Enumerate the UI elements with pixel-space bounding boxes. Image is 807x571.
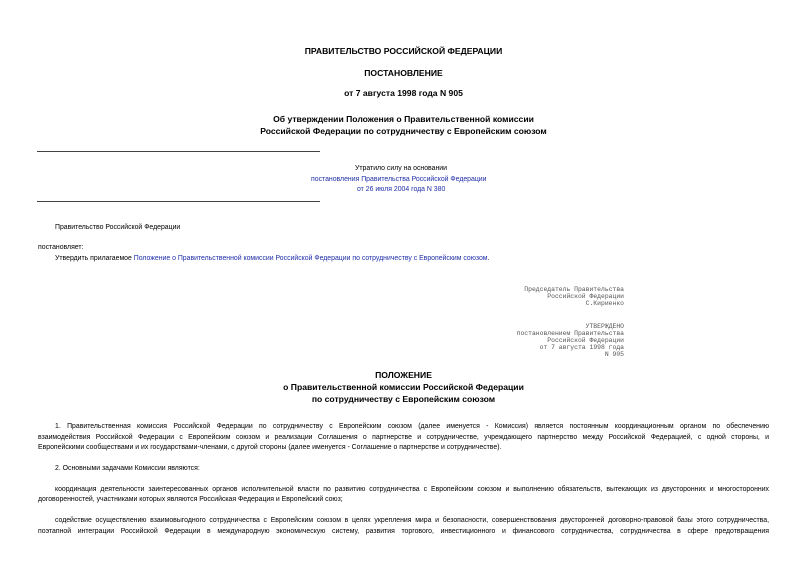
regulation-subtitle1: о Правительственной комиссии Российской Федерации	[283, 382, 524, 392]
divider-bottom	[37, 201, 320, 202]
approved-number: N 905	[604, 351, 624, 358]
approved-by: постановлением Правительства	[516, 330, 624, 337]
approve-suffix: .	[487, 255, 490, 262]
paragraph-1-line2: взаимодействия Российской Федерации с Европейским союзом и реализации Соглашения о партнерстве и сотрудничестве, учреждающего партнерство между Российской Федерацией, с одной стороны, и	[38, 434, 769, 441]
signature-country: Российской Федерации	[547, 293, 624, 300]
document-org: ПРАВИТЕЛЬСТВО РОССИЙСКОЙ ФЕДЕРАЦИИ	[304, 46, 503, 56]
approved-country: Российской Федерации	[547, 337, 624, 344]
signature-block	[524, 286, 624, 307]
divider-top	[37, 151, 320, 152]
regulation-link[interactable]: Положение о Правительственной комиссии Российской Федерации по сотрудничеству с Европейским союзом	[133, 255, 488, 262]
document-title-line2: Российской Федерации по сотрудничеству с Европейским союзом	[260, 126, 547, 136]
approve-sentence	[55, 255, 489, 262]
signature-position: Председатель Правительства	[524, 286, 624, 293]
approved-title: УТВЕРЖДЕНО	[585, 323, 624, 330]
approve-prefix: Утвердить прилагаемое	[55, 255, 134, 262]
document-date-number: от 7 августа 1998 года N 905	[344, 88, 463, 98]
regulation-subtitle2: по сотрудничеству с Европейским союзом	[311, 394, 496, 404]
paragraph-3-line1: координация деятельности заинтересованных органов исполнительной власти по развитию сотрудничества с Европейским союзом и выполнению обязательств, вытекающих из двусторонних и многосторонних	[55, 486, 769, 493]
paragraph-1-line3: Европейскими сообществами и их государствами-членами, с другой стороны (далее именуется - Соглашение о партнерстве и сотрудничестве).	[38, 444, 502, 451]
government-label: Правительство Российской Федерации	[55, 224, 181, 231]
repeal-note-link-line2[interactable]: от 26 июля 2004 года N 380	[357, 186, 446, 193]
paragraph-3-line2: договоренностей, участниками которых являются Российская Федерация и Европейский союз;	[38, 496, 343, 503]
approved-block	[517, 323, 624, 358]
signature-name: С.Кириенко	[585, 300, 624, 307]
regulation-title: ПОЛОЖЕНИЕ	[375, 370, 432, 380]
repeal-note-link-line1[interactable]: постановления Правительства Российской Федерации	[311, 176, 487, 183]
document-type: ПОСТАНОВЛЕНИЕ	[364, 68, 443, 78]
repeal-note-line1: Утратило силу на основании	[355, 165, 447, 172]
paragraph-4-line2: поэтапной интеграции Российской Федерации в международную экономическую систему, развития торгового, инвестиционного и финансового сотрудничества, сотрудничества в сфере предотвращения	[38, 528, 769, 535]
approved-date: от 7 августа 1998 года	[539, 344, 624, 351]
paragraph-4-line1: содействие осуществлению взаимовыгодного сотрудничества с Европейским союзом в целях укрепления мира и безопасности, совершенствования двусторонней договорно-правовой базы этого сотрудничества,	[55, 517, 769, 524]
paragraph-2: 2. Основными задачами Комиссии являются:	[55, 465, 200, 472]
paragraph-1-line1: 1. Правительственная комиссия Российской Федерации по сотрудничеству с Европейским союзом (далее именуется - Комиссия) является постоянным координационным органом по обеспечению	[55, 423, 769, 430]
document-title-line1: Об утверждении Положения о Правительственной комиссии	[273, 114, 534, 124]
decrees-label: постановляет:	[38, 244, 84, 251]
